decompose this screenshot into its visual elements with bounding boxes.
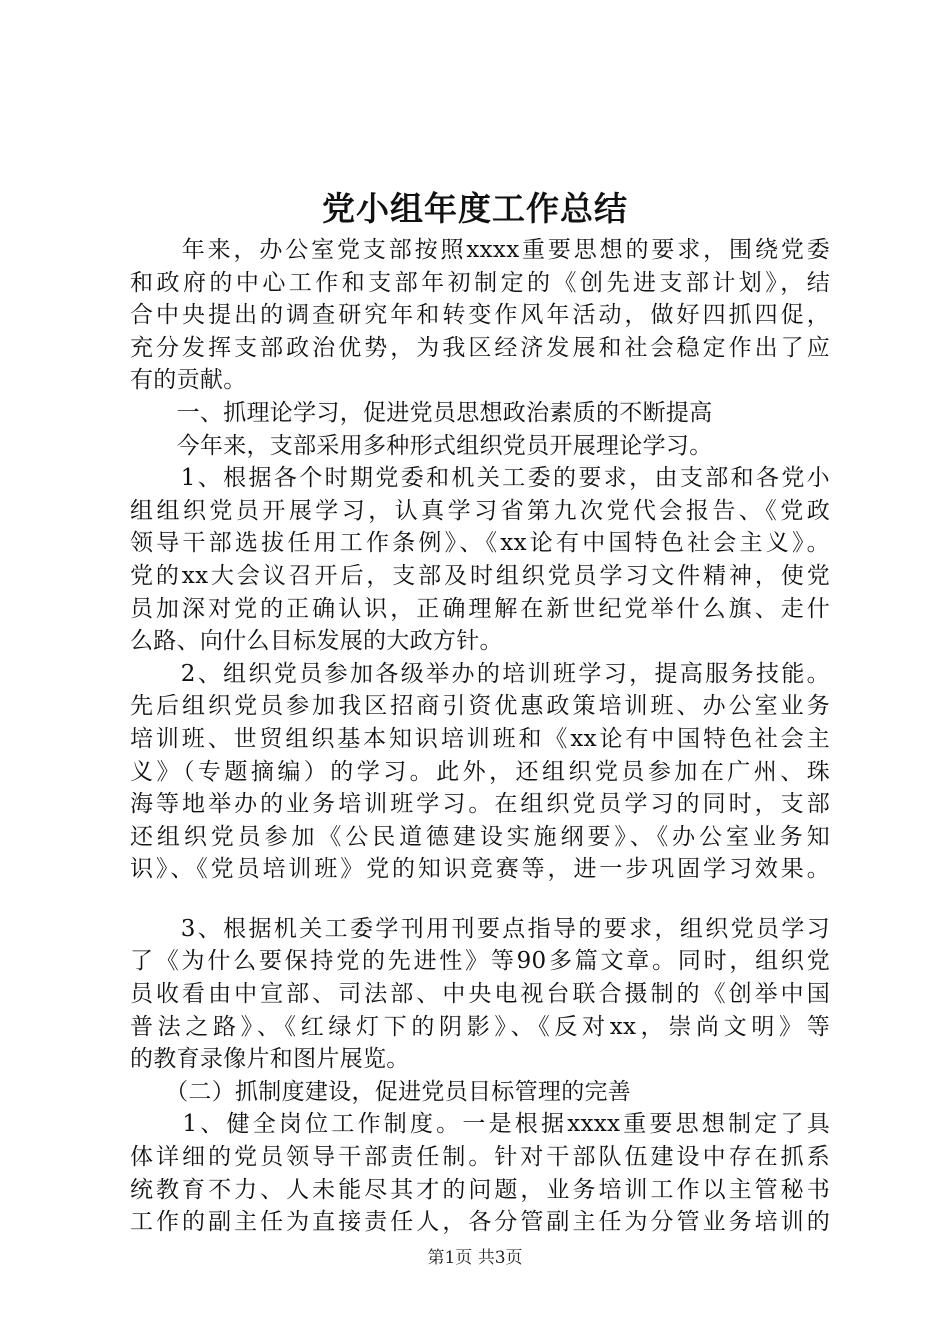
text-line: 员加深对党的正确认识，正确理解在新世纪党举什么旗、走什	[130, 595, 830, 622]
text-line: 党的xx大会议召开后，支部及时组织党员学习文件精神，使党	[130, 562, 830, 589]
text-line: 今年来，支部采用多种形式组织党员开展理论学习。	[130, 432, 713, 459]
text-line: 义》（专题摘编）的学习。此外，还组织党员参加在广州、珠	[130, 758, 830, 785]
text-line: 有的贡献。	[130, 367, 247, 394]
text-line: 年来，办公室党支部按照xxxx重要思想的要求，围绕党委	[130, 237, 830, 263]
text-line: 还组织党员参加《公民道德建设实施纲要》、《办公室业务知	[130, 823, 830, 850]
text-line: 领导干部选拔任用工作条例》、《xx论有中国特色社会主义》。	[130, 530, 830, 557]
text-line: 工作的副主任为直接责任人，各分管副主任为分管业务培训的	[130, 1209, 830, 1236]
text-line: 2、组织党员参加各级举办的培训班学习，提高服务技能。	[130, 660, 830, 687]
text-line: 海等地举办的业务培训班学习。在组织党员学习的同时，支部	[130, 791, 830, 818]
text-line: 员收看由中宣部、司法部、中央电视台联合摄制的《创举中国	[130, 981, 830, 1008]
document-body	[130, 234, 830, 1239]
page-footer: 第1页 共3页	[427, 1248, 523, 1268]
document-title: 党小组年度工作总结	[322, 189, 628, 228]
text-line: 么路、向什么目标发展的大政方针。	[130, 628, 503, 655]
blank-line	[130, 886, 830, 913]
text-line: 先后组织党员参加我区招商引资优惠政策培训班、办公室业务	[130, 693, 830, 720]
section-heading: （二）抓制度建设，促进党员目标管理的完善	[130, 1078, 632, 1105]
text-line: 合中央提出的调查研究年和转变作风年活动，做好四抓四促，	[130, 302, 830, 329]
text-line: 的教育录像片和图片展览。	[130, 1046, 410, 1073]
text-line: 统教育不力、人未能尽其才的问题，业务培训工作以主管秘书	[130, 1176, 830, 1203]
text-line: 和政府的中心工作和支部年初制定的《创先进支部计划》，结	[130, 269, 830, 296]
section-heading: 一、抓理论学习，促进党员思想政治素质的不断提高	[130, 399, 713, 426]
text-line: 充分发挥支部政治优势，为我区经济发展和社会稳定作出了应	[130, 334, 830, 361]
text-line: 1、根据各个时期党委和机关工委的要求，由支部和各党小	[130, 465, 830, 492]
text-line: 体详细的党员领导干部责任制。针对干部队伍建设中存在抓系	[130, 1144, 830, 1171]
text-line: 识》、《党员培训班》党的知识竞赛等，进一步巩固学习效果。	[130, 856, 830, 883]
text-line: 1、健全岗位工作制度。一是根据xxxx重要思想制定了具	[130, 1111, 830, 1138]
text-line: 了《为什么要保持党的先进性》等90多篇文章。同时，组织党	[130, 948, 830, 975]
text-line: 培训班、世贸组织基本知识培训班和《xx论有中国特色社会主	[130, 725, 830, 752]
text-line: 3、根据机关工委学刊用刊要点指导的要求，组织党员学习	[130, 915, 830, 942]
text-line: 组组织党员开展学习，认真学习省第九次党代会报告、《党政	[130, 497, 830, 524]
text-line: 普法之路》、《红绿灯下的阴影》、《反对xx，崇尚文明》等	[130, 1013, 830, 1040]
